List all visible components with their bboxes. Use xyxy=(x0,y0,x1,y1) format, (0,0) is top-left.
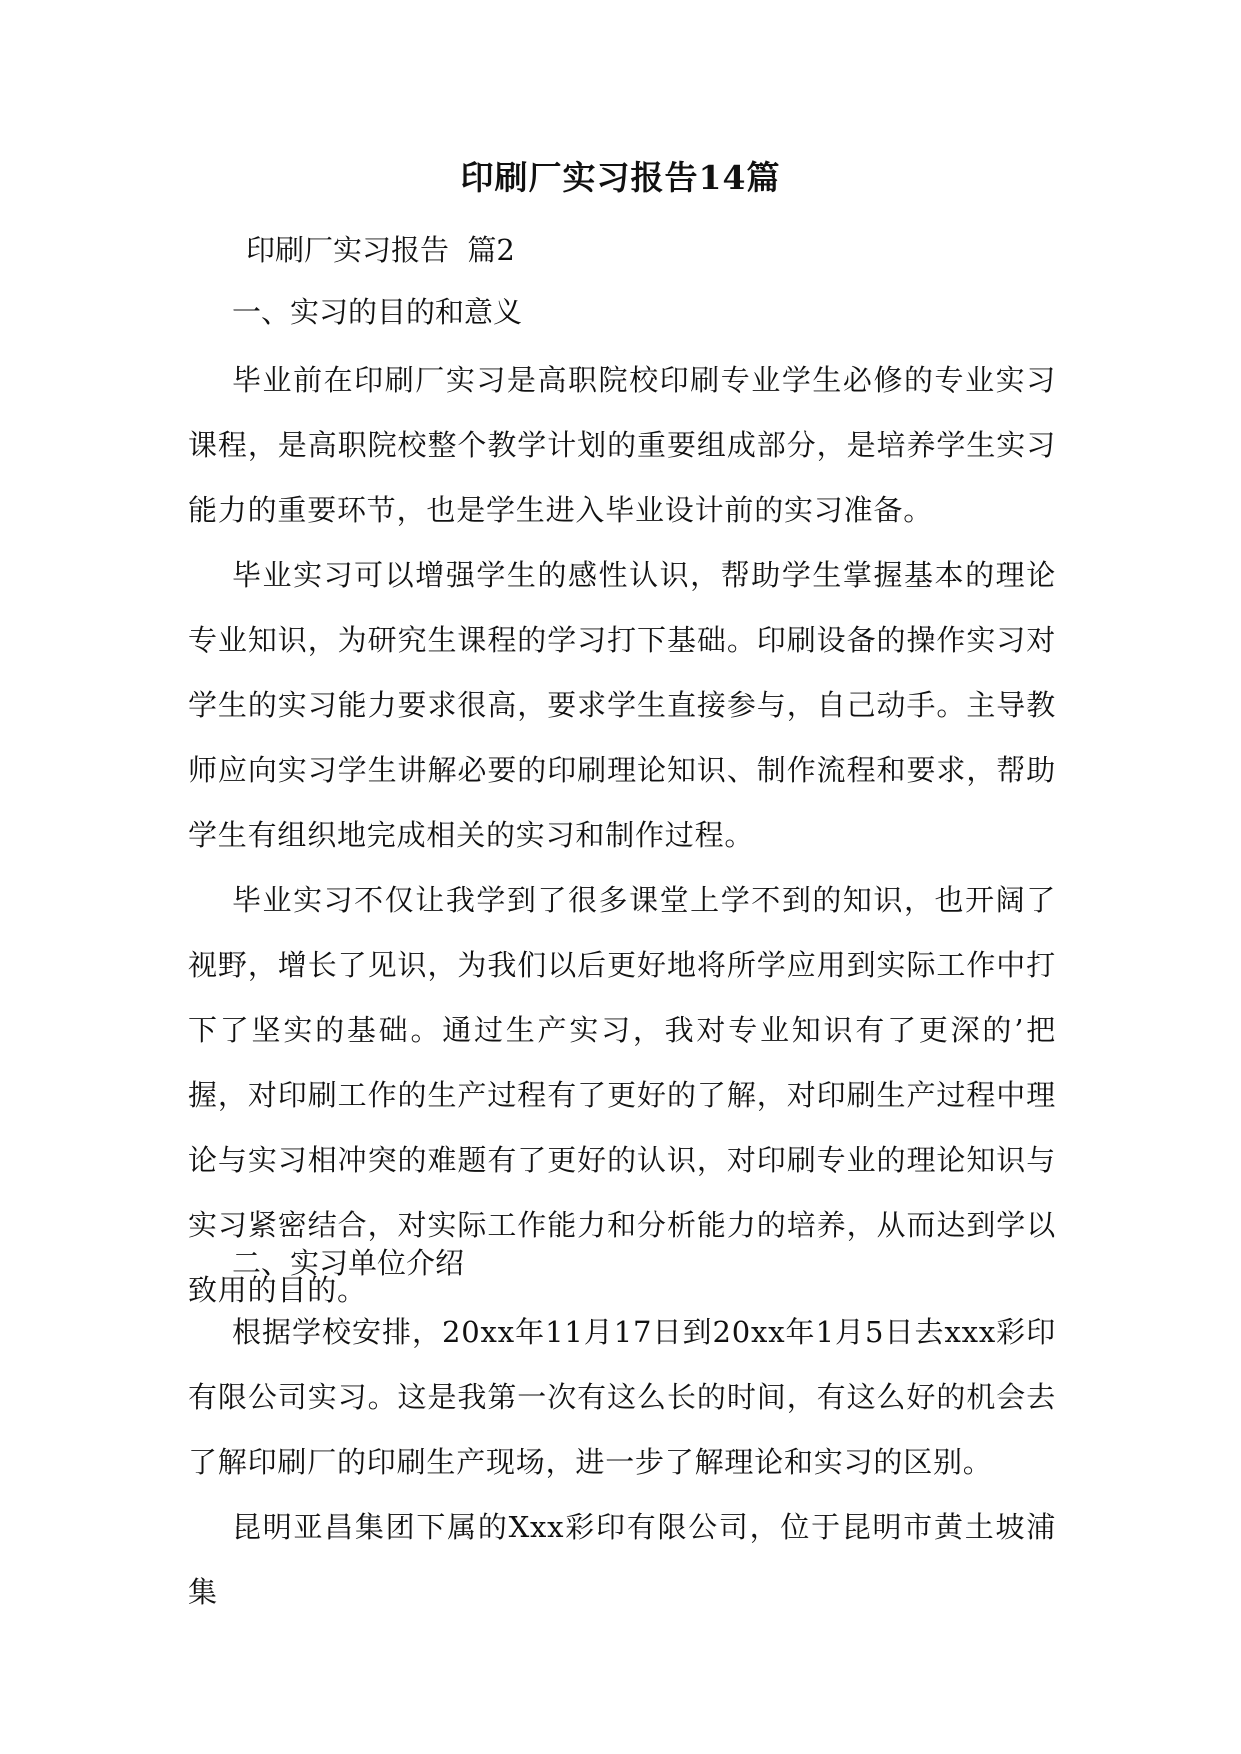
document-title: 印刷厂实习报告14篇 xyxy=(460,158,781,197)
section-heading-company: 二、实习单位介绍 xyxy=(232,1246,465,1280)
paragraph: 毕业实习可以增强学生的感性认识，帮助学生掌握基本的理论专业知识，为研究生课程的学习打下基础。印刷设备的操作实习对学生的实习能力要求很高，要求学生直接参与，自己动手。主导教师应向实习学生讲解必要的印刷理论知识、制作流程和要求，帮助学生有组织地完成相关的实习和制作过程。 xyxy=(188,558,1056,852)
paragraph: 毕业实习不仅让我学到了很多课堂上学不到的知识，也开阔了视野，增长了见识，为我们以后更好地将所学应用到实际工作中打下了坚实的基础。通过生产实习，我对专业知识有了更深的’把握，对印刷工作的生产过程有了更好的了解，对印刷生产过程中理论与实习相冲突的难题有了更好的认识，对印刷专业的理论知识与实习紧密结合，对实际工作能力和分析能力的培养，从而达到学以致用的目的。 xyxy=(188,883,1056,1307)
paragraph: 昆明亚昌集团下属的Xxx彩印有限公司，位于昆明市黄土坡浦集 xyxy=(188,1510,1056,1609)
section-heading-purpose: 一、实习的目的和意义 xyxy=(232,295,523,329)
document-subtitle: 印刷厂实习报告 篇2 xyxy=(246,233,515,267)
paragraph: 毕业前在印刷厂实习是高职院校印刷专业学生必修的专业实习课程，是高职院校整个教学计划的重要组成部分，是培养学生实习能力的重要环节，也是学生进入毕业设计前的实习准备。 xyxy=(188,363,1056,527)
paragraph: 根据学校安排，20xx年11月17日到20xx年1月5日去xxx彩印有限公司实习。这是我第一次有这么长的时间，有这么好的机会去了解印刷厂的印刷生产现场，进一步了解理论和实习的区别。 xyxy=(188,1315,1056,1479)
